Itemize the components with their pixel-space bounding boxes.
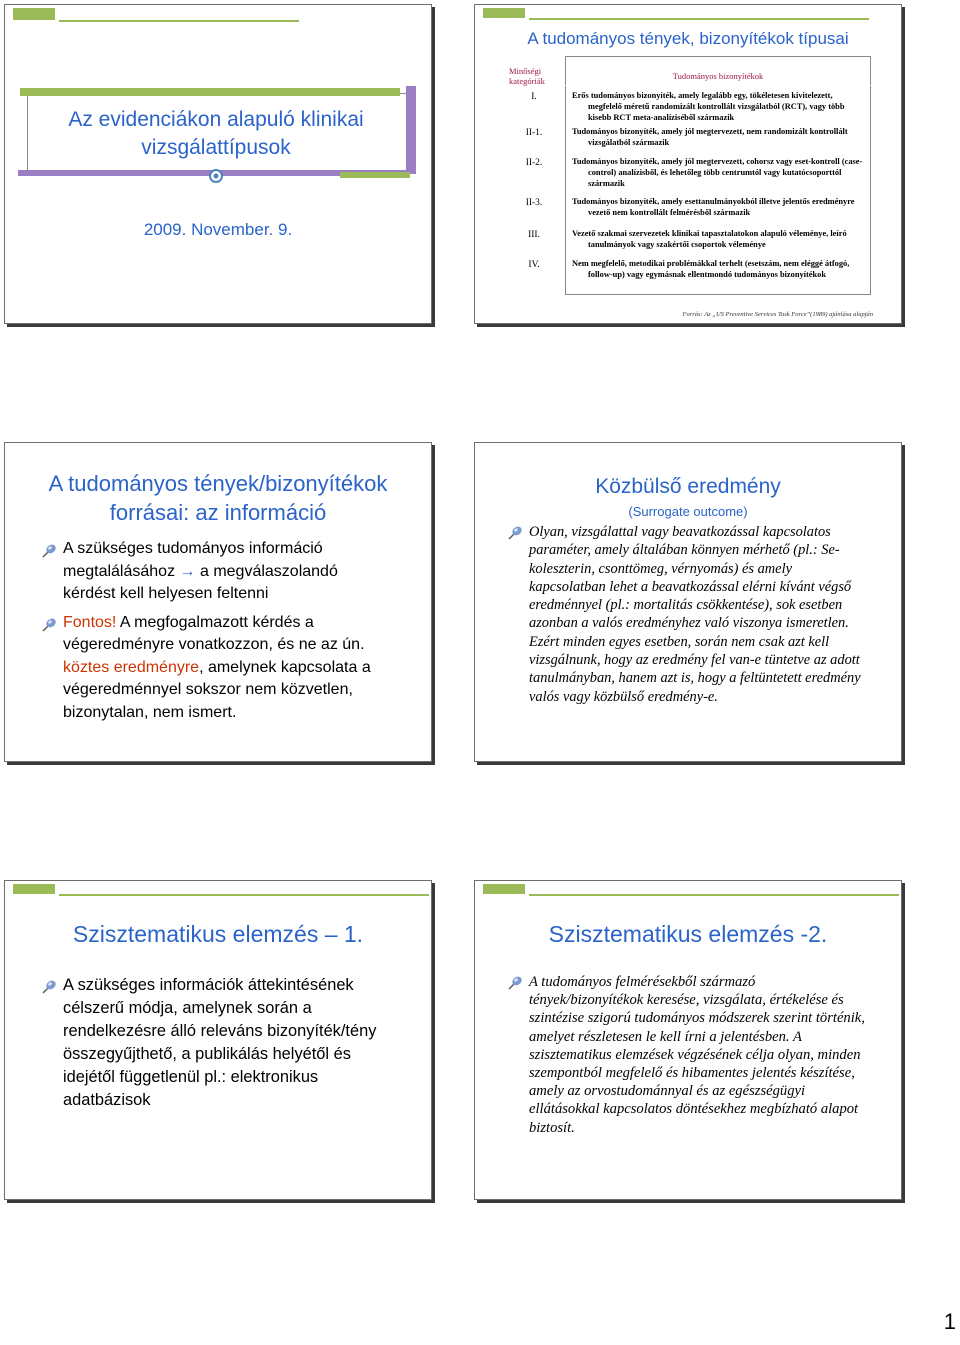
evidence-text: Vezető szakmai szervezetek klinikai tapasztalatokon alapuló véleménye, leíró tanulmányok vagy szakértői csoportok véleménye <box>572 229 847 249</box>
quality-category: II-3. <box>525 198 543 208</box>
slide-title: Közbülső eredmény <box>595 475 781 498</box>
evidence-text: Nem megfelelő, metodikai problémákkal terhelt (esetszám, nem eléggé átfogó, follow-up) vagy egymásnak ellentmondó tudományos bizonyítékok <box>572 259 850 279</box>
title-box <box>27 93 415 173</box>
evidence-row <box>566 86 870 122</box>
pin-icon <box>41 617 57 633</box>
bullet-list <box>41 974 401 1112</box>
slide-title: Szisztematikus elemzés – 1. <box>72 921 364 947</box>
intermediate-outcome-label: köztes eredményre <box>63 658 200 676</box>
bullet-item: Olyan, vizsgálattal vagy beavatkozással kapcsolatos paraméter, amely általában könnyen mérhető (pl.: Se-koleszterin, csonttömeg, vérnyomás) és amely kapcsolatban lehet a beavatkozással elérni kívánt végső eredménnyel (pl.: mortalitás csökkentése), sok esetben azonban a valós eredményhez való viszonya ismeretlen. Ezért minden egyes esetben, során nem csak azt kell vizsgálnunk, hogy az eredmény fel van-e tüntetve az adott tanulmányban, hanem azt is, hogy a feltüntetett eredmény valós vagy közbülső eredmény-e. <box>507 523 867 706</box>
bullet-list <box>41 538 391 724</box>
evidence-row <box>566 192 870 224</box>
slide-6 <box>474 880 902 1200</box>
important-label: Fontos! <box>63 613 117 631</box>
pin-icon <box>507 975 523 991</box>
evidence-row <box>566 122 870 152</box>
slide-6-decoration <box>483 884 893 900</box>
slide-title: Az evidenciákon alapuló klinikai vizsgálattípusok <box>68 108 364 159</box>
bullet-list <box>507 973 867 1137</box>
evidence-header: Tudományos bizonyítékok <box>565 56 871 85</box>
slide-1 <box>4 4 432 324</box>
quality-category: II-2. <box>525 158 543 168</box>
source-note: Forrás: Az „US Preventive Services Task Force”(1989) ajánlása alapján <box>682 311 873 318</box>
evidence-text: Tudományos bizonyíték, amely jól megtervezett, nem randomizált kontrollált vizsgálatból származik <box>572 127 848 147</box>
bullet-item: A tudományos felmérésekből származó tények/bizonyítékok keresése, vizsgálata, értékelése és szintézise szigorú tudományos módszerek szerint történik, amelyet részletesen le kell írni a jelentésben. A szisztematikus elemzések végzésének célja olyan, minden szempontból megfelelő és hibamentes jelentés készítése, amely az orvostudománnyal és az egészségügyi ellátásokkal kapcsolatos döntésekhez megbízható alapot biztosít. <box>507 973 867 1137</box>
evidence-row <box>566 254 870 294</box>
bullet-item: A szükséges tudományos információ megtalálásához → a megválaszolandó kérdést kell helyesen feltenni <box>41 538 391 606</box>
quality-category: III. <box>528 230 540 240</box>
quality-category: II-1. <box>525 128 543 138</box>
quality-category: IV. <box>528 260 540 270</box>
pin-icon <box>41 543 57 559</box>
slide-subtitle: (Surrogate outcome) <box>628 504 748 519</box>
evidence-row <box>566 152 870 192</box>
arrow-icon: → <box>179 562 196 580</box>
bullet-item: A szükséges információk áttekintésének célszerű módja, amelynek során a rendelkezésre álló releváns bizonyíték/tény összegyűjthető, a publikálás helyétől és idejétől függetlenül pl.: elektronikus adatbázisok <box>41 974 401 1112</box>
slide-3 <box>4 442 432 762</box>
bullet-item: Fontos! A megfogalmazott kérdés a végeredményre vonatkozzon, és ne az ún. köztes eredményre, amelynek kapcsolata a végeredménnyel sokszor nem közvetlen, bizonytalan, nem ismert. <box>41 612 391 725</box>
pin-icon <box>41 979 57 995</box>
evidence-text: Erős tudományos bizonyíték, amely legalább egy, tökéletesen kivitelezett, megfelelő méretű randomizált kontrollált vizsgálatból (RCT), vagy több kisebb RCT meta-analíziséből származik <box>572 91 845 122</box>
slide-1-decoration <box>13 8 423 24</box>
evidence-text: Tudományos bizonyíték, amely jól megtervezett, cohorsz vagy eset-kontroll (case-control) analízisből, és lehetőleg több centrumtól vagy kutatócsoporttól származik <box>572 157 863 188</box>
slide-title: Szisztematikus elemzés -2. <box>548 921 828 947</box>
slide-title: A tudományos tények/bizonyítékok forrásai: az információ <box>48 471 388 525</box>
slide-2-decoration <box>483 8 893 24</box>
page-number: 1 <box>943 1309 956 1334</box>
quality-header: Minőségi kategóriák <box>509 66 545 86</box>
slide-2 <box>474 4 902 324</box>
quality-category: I. <box>531 92 537 102</box>
bullet-list <box>507 523 867 706</box>
evidence-rows <box>566 86 870 294</box>
circle-ornament-icon <box>208 168 224 184</box>
evidence-table <box>503 56 871 295</box>
slide-5 <box>4 880 432 1200</box>
evidence-row <box>566 224 870 254</box>
evidence-text: Tudományos bizonyíték, amely esettanulmányokból illetve jelentős eredményre vezető nem kontrollált felmérésből származik <box>572 197 855 217</box>
slide-4 <box>474 442 902 762</box>
date-text: 2009. November. 9. <box>143 220 293 239</box>
slide-5-decoration <box>13 884 423 900</box>
pin-icon <box>507 525 523 541</box>
slide-title: A tudományos tények, bizonyítékok típusai <box>527 29 849 48</box>
